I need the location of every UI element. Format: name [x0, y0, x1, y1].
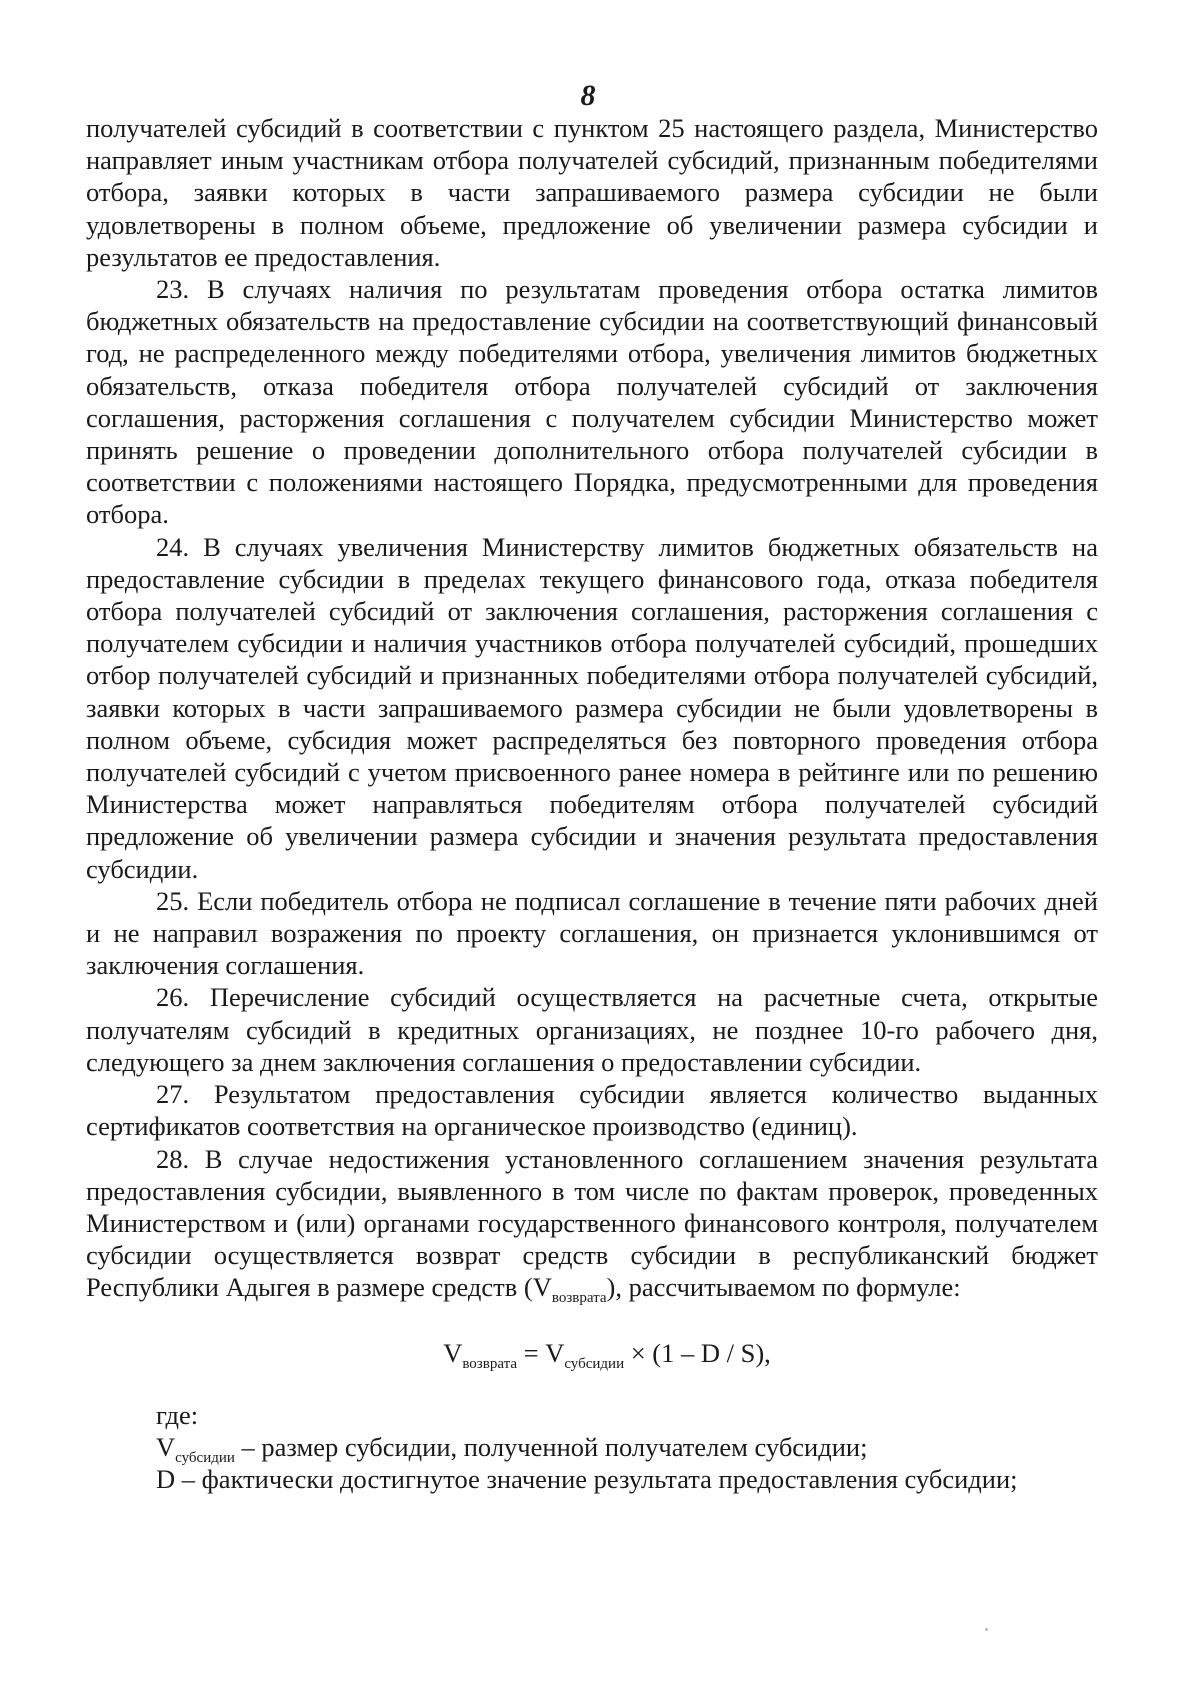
formula-rest: × (1 – D / S), [624, 1337, 771, 1368]
definition-text: – фактически достигнутое значение результата предоставления субсидии; [175, 1464, 1018, 1495]
paragraph-25: 25. Если победитель отбора не подписал соглашение в течение пяти рабочих дней и не направил возражения по проекту соглашения, он признается уклонившимся от заключения соглашения. [86, 885, 1098, 981]
definition-symbol: V [156, 1431, 176, 1462]
v-return-symbol: V [532, 1272, 552, 1303]
v-return-subscript: возврата [551, 1290, 607, 1307]
paragraph-28 [86, 1143, 1098, 1307]
paragraph-28-text-after: ), рассчитываемом по формуле: [606, 1272, 961, 1303]
document-body [86, 112, 1098, 1495]
where-label: где: [156, 1399, 199, 1430]
definition-v-subsidy [86, 1431, 1098, 1466]
paragraph-26: 26. Перечисление субсидий осуществляется на расчетные счета, открытые получателям субсидий в кредитных организациях, не позднее 10-го рабочего дня, следующего за днем заключения соглашения о предоставлении субсидии. [86, 982, 1098, 1077]
formula-lhs-symbol: V [443, 1337, 463, 1368]
definition-text: – размер субсидии, полученной получателем субсидии; [234, 1431, 868, 1462]
formula-rhs-symbol: V [545, 1337, 565, 1368]
page-number: 8 [580, 79, 596, 112]
return-formula [86, 1337, 1098, 1372]
definition-d [86, 1463, 1098, 1495]
paragraph-27: 27. Результатом предоставления субсидии является количество выданных сертификатов соответствия на органическое производство (единиц). [86, 1079, 1098, 1142]
paragraph-28-text: 28. В случае недостижения установленного соглашением значения результата предоставления субсидии, выявленного в том числе по фактам проверок, проведенных Министерством и (или) органами государственного финансового контроля, получателем субсидии осуществляется возврат средств субсидии в республиканский бюджет Республики Адыгея в размере средств ( [86, 1143, 1098, 1303]
definition-symbol: D [156, 1464, 176, 1495]
formula-lhs-subscript: возврата [462, 1355, 517, 1372]
formula-equals: = [516, 1337, 546, 1368]
definition-subscript: субсидии [175, 1449, 235, 1466]
formula-rhs-subscript: субсидии [564, 1355, 625, 1372]
paragraph-23: 23. В случаях наличия по результатам проведения отбора остатка лимитов бюджетных обязательств на предоставление субсидии на соответствующий финансовый год, не распределенного между победителями отбора, увеличения лимитов бюджетных обязательств, отказа победителя отбора получателей субсидий от заключения соглашения, расторжения соглашения с получателем субсидии Министерство может принять решение о проведении дополнительного отбора получателей субсидии в соответствии с положениями настоящего Порядка, предусмотренными для проведения отбора. [86, 274, 1098, 530]
paragraph-22-continuation: получателей субсидий в соответствии с пунктом 25 настоящего раздела, Министерство направляет иным участникам отбора получателей субсидий, признанным победителями отбора, заявки которых в части запрашиваемого размера субсидии не были удовлетворены в полном объеме, предложение об увеличении размера субсидии и результатов ее предоставления. [86, 113, 1098, 272]
paragraph-24: 24. В случаях увеличения Министерству лимитов бюджетных обязательств на предоставление субсидии в пределах текущего финансового года, отказа победителя отбора получателей субсидий от заключения соглашения, расторжения соглашения с получателем субсидии и наличия участников отбора получателей субсидий, прошедших отбор получателей субсидий и признанных победителями отбора получателей субсидий, заявки которых в части запрашиваемого размера субсидии не были удовлетворены в полном объеме, субсидия может распределяться без повторного проведения отбора получателей субсидий с учетом присвоенного ранее номера в рейтинге или по решению Министерства может направляться победителям отбора получателей субсидий предложение об увеличении размера субсидии и значения результата предоставления субсидии. [86, 531, 1098, 884]
scan-speck [985, 1628, 988, 1631]
